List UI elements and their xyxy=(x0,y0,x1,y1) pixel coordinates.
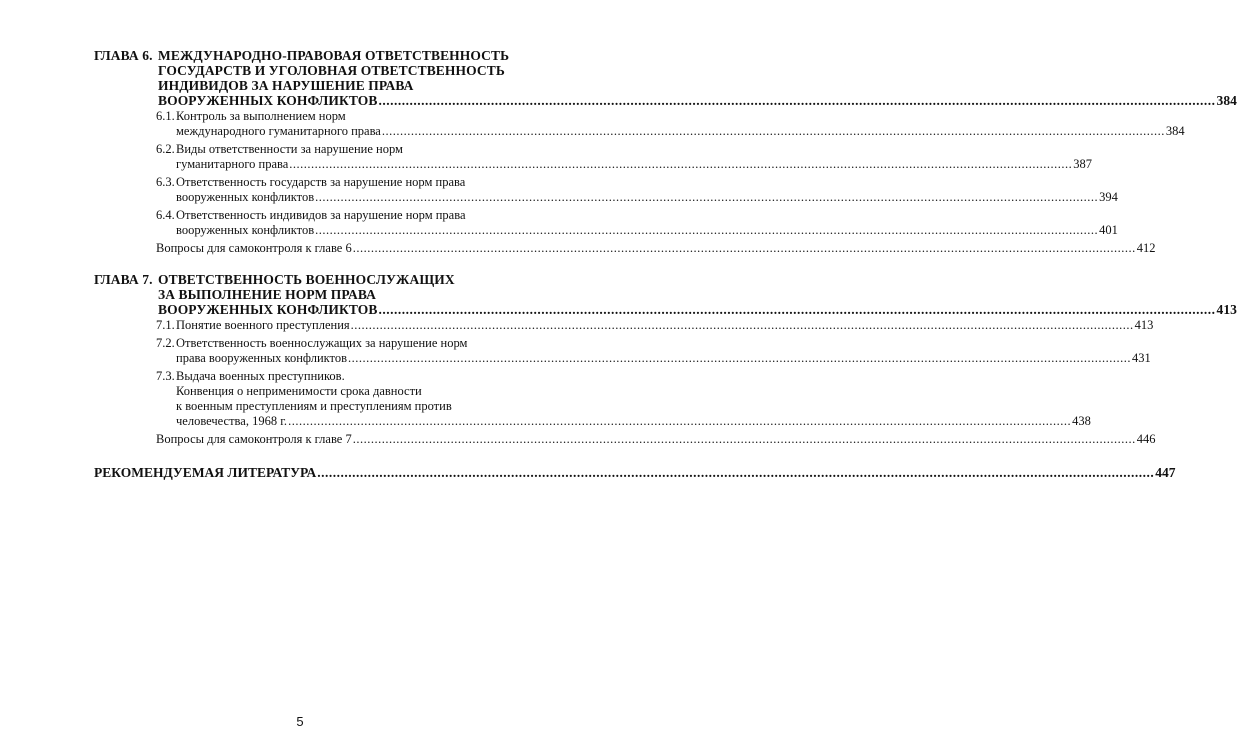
section-body xyxy=(176,369,1091,429)
section-number: 7.1. xyxy=(156,318,175,332)
section-last-line xyxy=(176,318,1153,333)
section-title-line: Контроль за выполнением норм xyxy=(176,109,346,123)
section-last-line xyxy=(176,157,1092,172)
questions-entry xyxy=(156,432,1156,447)
section-number: 7.2. xyxy=(156,336,175,350)
toc-entry xyxy=(156,369,1091,429)
leader-dots xyxy=(353,241,1136,256)
section-last-line xyxy=(176,351,1151,366)
section-title-text: вооруженных конфликтов xyxy=(176,223,315,237)
questions-text: Вопросы для самоконтроля к главе 6 xyxy=(156,241,352,255)
section-title-line: Ответственность государств за нарушение норм права xyxy=(176,175,466,189)
chapter-title-line: ИНДИВИДОВ ЗА НАРУШЕНИЕ ПРАВА xyxy=(158,78,414,93)
chapter-title xyxy=(158,48,1237,108)
page-number: 5 xyxy=(296,714,304,729)
bibliography-entry xyxy=(94,465,1176,481)
leader-dots xyxy=(317,465,1154,481)
page-ref: 446 xyxy=(1136,432,1156,446)
leader-dots xyxy=(353,432,1136,447)
chapter-title xyxy=(158,272,1237,317)
section-body xyxy=(176,142,1092,172)
page-ref: 384 xyxy=(1165,124,1185,138)
toc-entry xyxy=(156,336,1151,366)
chapter-7 xyxy=(94,272,1237,447)
leader-dots xyxy=(378,93,1215,108)
chapter-6 xyxy=(94,48,1237,256)
section-body xyxy=(176,318,1153,333)
page-ref: 384 xyxy=(1216,93,1237,108)
chapter-title-last-line xyxy=(158,93,1237,108)
page-ref: 413 xyxy=(1216,302,1237,317)
section-number: 6.1. xyxy=(156,109,175,123)
bibliography-title: РЕКОМЕНДУЕМАЯ ЛИТЕРАТУРА xyxy=(94,465,317,480)
chapter-label: ГЛАВА 7. xyxy=(94,272,153,287)
page-ref: 412 xyxy=(1136,241,1156,255)
section-title-text: человечества, 1968 г. xyxy=(176,414,288,428)
leader-dots xyxy=(315,190,1098,205)
toc-entry xyxy=(156,208,1118,238)
section-number: 6.2. xyxy=(156,142,175,156)
page-ref: 394 xyxy=(1099,190,1118,204)
section-title-line: Конвенция о неприменимости срока давности xyxy=(176,384,422,398)
questions-text: Вопросы для самоконтроля к главе 7 xyxy=(156,432,352,446)
section-last-line xyxy=(176,124,1185,139)
chapter-title-text: ВООРУЖЕННЫХ КОНФЛИКТОВ xyxy=(158,93,378,108)
page-ref: 413 xyxy=(1134,318,1154,332)
page-ref: 431 xyxy=(1132,351,1151,365)
section-title-line: к военным преступлениям и преступлениям против xyxy=(176,399,452,413)
chapter-title-line: ЗА ВЫПОЛНЕНИЕ НОРМ ПРАВА xyxy=(158,287,376,302)
table-of-contents xyxy=(94,48,1237,481)
chapter-label: ГЛАВА 6. xyxy=(94,48,153,63)
section-number: 7.3. xyxy=(156,369,175,383)
chapter-title-text: ВООРУЖЕННЫХ КОНФЛИКТОВ xyxy=(158,302,378,317)
chapter-heading xyxy=(94,272,1237,317)
page-ref: 438 xyxy=(1072,414,1091,428)
leader-dots xyxy=(351,318,1134,333)
section-title-text: гуманитарного права xyxy=(176,157,289,171)
leader-dots xyxy=(382,124,1165,139)
chapter-title-line: ГОСУДАРСТВ И УГОЛОВНАЯ ОТВЕТСТВЕННОСТЬ xyxy=(158,63,505,78)
leader-dots xyxy=(348,351,1131,366)
page-ref: 387 xyxy=(1073,157,1093,171)
chapter-title-line: МЕЖДУНАРОДНО-ПРАВОВАЯ ОТВЕТСТВЕННОСТЬ xyxy=(158,48,510,63)
section-last-line xyxy=(176,414,1091,429)
section-number: 6.4. xyxy=(156,208,175,222)
leader-dots xyxy=(289,157,1072,172)
chapter-heading xyxy=(94,48,1237,108)
section-body xyxy=(176,336,1151,366)
toc-entry xyxy=(156,142,1093,172)
section-list xyxy=(156,109,1185,256)
section-body xyxy=(176,175,1118,205)
section-body xyxy=(176,109,1185,139)
section-last-line xyxy=(176,190,1118,205)
section-title-line: Виды ответственности за нарушение норм xyxy=(176,142,403,156)
page-ref: 401 xyxy=(1099,223,1118,237)
page-ref: 447 xyxy=(1155,465,1176,480)
section-title-line: Ответственность индивидов за нарушение норм права xyxy=(176,208,466,222)
section-title-text: права вооруженных конфликтов xyxy=(176,351,348,365)
section-title-line: Ответственность военнослужащих за нарушение норм xyxy=(176,336,468,350)
leader-dots xyxy=(378,302,1215,317)
toc-entry xyxy=(156,109,1185,139)
section-list xyxy=(156,318,1156,447)
section-body xyxy=(176,208,1118,238)
section-last-line xyxy=(176,223,1118,238)
toc-entry xyxy=(156,175,1118,205)
leader-dots xyxy=(288,414,1071,429)
section-title-text: Понятие военного преступления xyxy=(176,318,350,332)
section-title-text: вооруженных конфликтов xyxy=(176,190,315,204)
section-number: 6.3. xyxy=(156,175,175,189)
leader-dots xyxy=(315,223,1098,238)
chapter-title-last-line xyxy=(158,302,1237,317)
chapter-title-line: ОТВЕТСТВЕННОСТЬ ВОЕННОСЛУЖАЩИХ xyxy=(158,272,455,287)
questions-entry xyxy=(156,241,1156,256)
toc-entry xyxy=(156,318,1154,333)
section-title-text: международного гуманитарного права xyxy=(176,124,381,138)
section-title-line: Выдача военных преступников. xyxy=(176,369,345,383)
